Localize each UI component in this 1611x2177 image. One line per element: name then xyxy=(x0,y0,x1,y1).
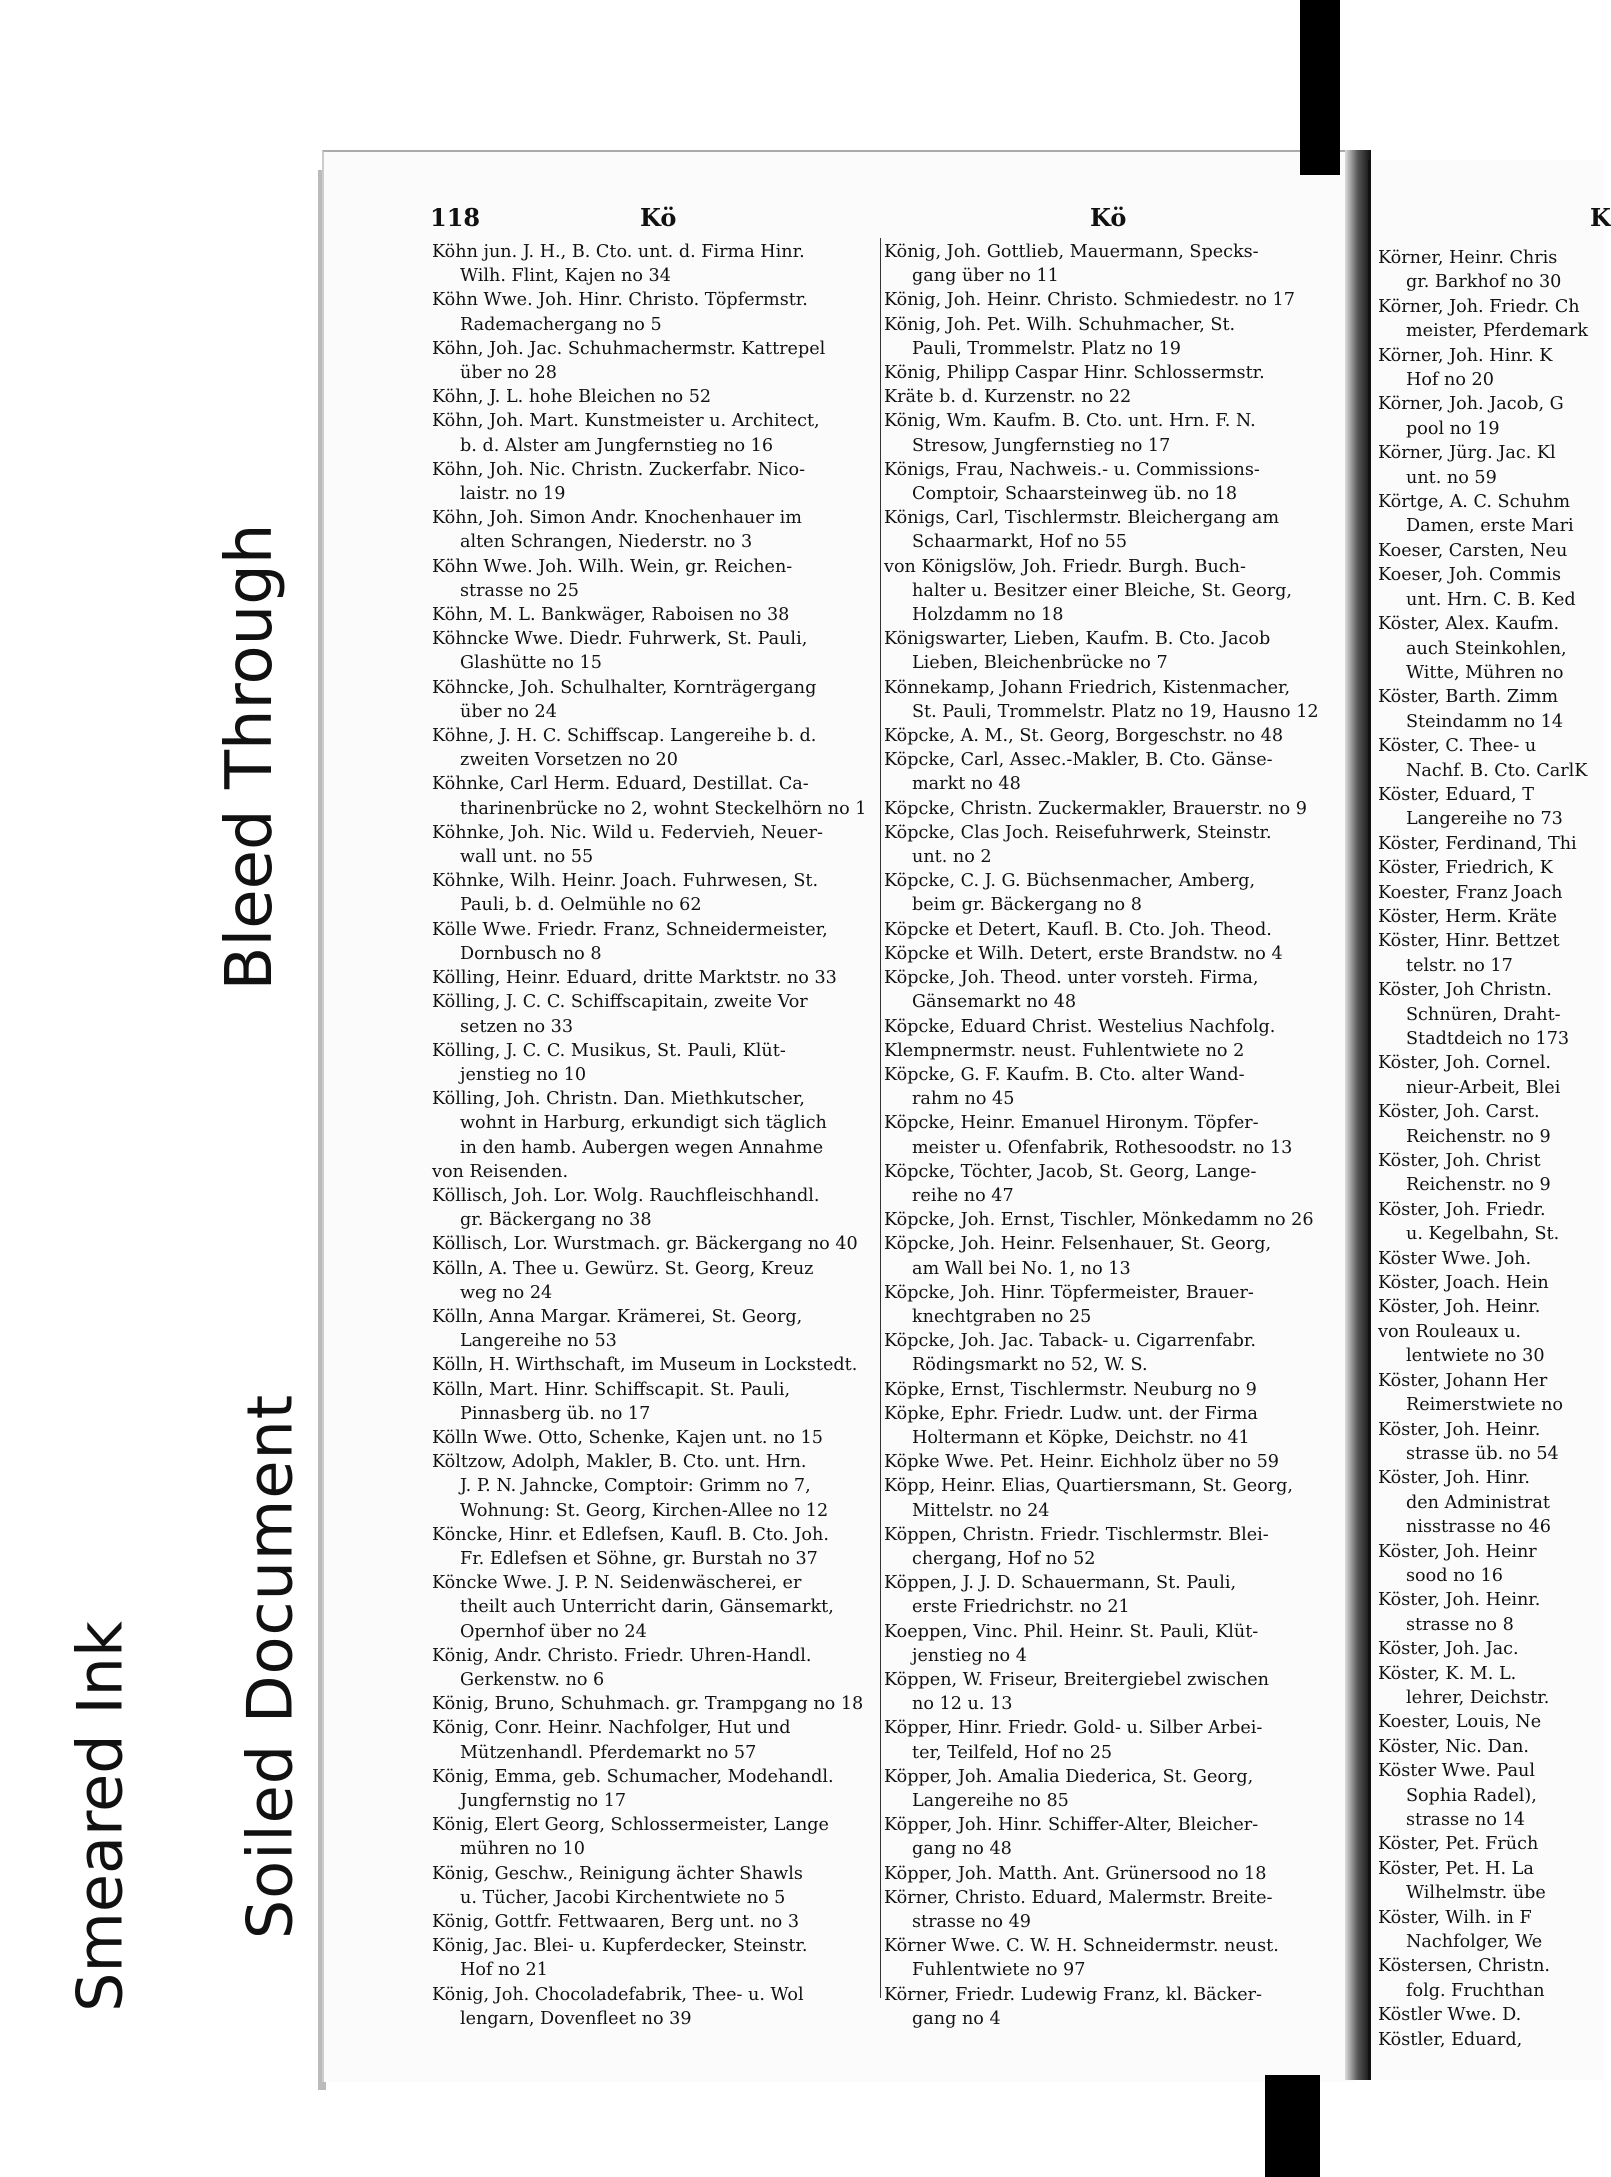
directory-line: Schaarmarkt, Hof no 55 xyxy=(912,532,1128,553)
directory-line: gr. Barkhof no 30 xyxy=(1406,272,1562,293)
directory-line: König, Joh. Chocoladefabrik, Thee- u. Wol xyxy=(432,1984,804,2005)
directory-line: wall unt. no 55 xyxy=(460,847,594,868)
directory-line: Köpcke, Heinr. Emanuel Hironym. Töpfer- xyxy=(884,1113,1259,1134)
directory-line: Köhnke, Wilh. Heinr. Joach. Fuhrwesen, St. xyxy=(432,871,819,892)
directory-line: Comptoir, Schaarsteinweg üb. no 18 xyxy=(912,484,1238,505)
directory-line: Damen, erste Mari xyxy=(1406,516,1574,537)
directory-line: Köpcke, C. J. G. Büchsenmacher, Amberg, xyxy=(884,871,1256,892)
directory-line: meister, Pferdemark xyxy=(1406,321,1588,342)
directory-line: Köppen, J. J. D. Schauermann, St. Pauli, xyxy=(884,1573,1237,1594)
directory-line: Rödingsmarkt no 52, W. S. xyxy=(912,1355,1148,1376)
directory-line: Köpcke, Carl, Assec.-Makler, B. Cto. Gänse- xyxy=(884,750,1273,771)
directory-line: Köpcke et Detert, Kaufl. B. Cto. Joh. Theod. xyxy=(884,919,1272,940)
directory-line: Köncke, Hinr. et Edlefsen, Kaufl. B. Cto. Joh. xyxy=(432,1524,829,1545)
directory-line: Köster, Friedrich, K xyxy=(1378,858,1553,879)
directory-line: laistr. no 19 xyxy=(460,484,566,505)
directory-line: über no 24 xyxy=(460,701,557,722)
directory-line: Köhn, M. L. Bankwäger, Raboisen no 38 xyxy=(432,605,790,626)
directory-line: unt. no 2 xyxy=(912,847,992,868)
directory-line: Körner, Jürg. Jac. Kl xyxy=(1378,443,1556,464)
directory-line: Köhn, Joh. Simon Andr. Knochenhauer im xyxy=(432,508,802,529)
next-page-column xyxy=(1378,246,1600,2052)
directory-line: Königswarter, Lieben, Kaufm. B. Cto. Jacob xyxy=(884,629,1271,650)
directory-line: Sophia Radel), xyxy=(1406,1785,1537,1806)
directory-line: Jungfernstig no 17 xyxy=(460,1791,627,1811)
directory-line: Köster, Pet. Früch xyxy=(1378,1834,1539,1855)
directory-line: Pauli, b. d. Oelmühle no 62 xyxy=(460,895,702,916)
directory-line: Köster, C. Thee- u xyxy=(1378,736,1537,757)
directory-line: jenstieg no 4 xyxy=(912,1645,1027,1666)
directory-line: u. Tücher, Jacobi Kirchentwiete no 5 xyxy=(460,1887,786,1908)
directory-line: Körner, Joh. Hinr. K xyxy=(1378,345,1553,366)
directory-line: Köster Wwe. Joh. xyxy=(1378,1248,1532,1269)
directory-line: Glashütte no 15 xyxy=(460,653,602,674)
directory-line: gr. Bäckergang no 38 xyxy=(460,1210,652,1231)
directory-line: Wilhelmstr. übe xyxy=(1406,1883,1546,1904)
directory-line: Köster, Joh. Heinr xyxy=(1378,1541,1537,1562)
directory-line: König, Wm. Kaufm. B. Cto. unt. Hrn. F. N. xyxy=(884,411,1256,432)
directory-line: Opernhof über no 24 xyxy=(460,1621,647,1642)
directory-line: Köhnke, Carl Herm. Eduard, Destillat. Ca- xyxy=(432,774,809,795)
directory-line: telstr. no 17 xyxy=(1406,955,1513,976)
next-page-heading: K xyxy=(1590,203,1611,232)
directory-line: Köpke, Ernst, Tischlermstr. Neuburg no 9 xyxy=(884,1379,1257,1400)
directory-line: Kölling, J. C. C. Schiffscapitain, zweite Vor xyxy=(432,992,808,1013)
directory-line: sood no 16 xyxy=(1406,1565,1503,1586)
directory-line: Köncke Wwe. J. P. N. Seidenwäscherei, er xyxy=(432,1573,802,1594)
directory-line: Köster, Joh. Heinr. xyxy=(1378,1419,1541,1440)
directory-line: Köster, Joh. Carst. xyxy=(1378,1102,1540,1123)
directory-line: Köpper, Joh. Hinr. Schiffer-Alter, Bleicher- xyxy=(884,1815,1259,1836)
directory-line: Köster, Nic. Dan. xyxy=(1378,1736,1530,1757)
directory-line: Köpcke, Joh. Theod. unter vorsteh. Firma, xyxy=(884,968,1259,989)
directory-line: strasse no 14 xyxy=(1406,1810,1525,1830)
directory-line: Koester, Franz Joach xyxy=(1378,882,1563,903)
directory-line: Köster, Joh. Jac. xyxy=(1378,1639,1519,1660)
directory-line: Koeser, Joh. Commis xyxy=(1378,565,1562,586)
directory-line: strasse üb. no 54 xyxy=(1406,1443,1559,1464)
directory-line: Köpke Wwe. Pet. Heinr. Eichholz über no 59 xyxy=(884,1452,1279,1473)
directory-line: Köster, Joh. Heinr. xyxy=(1378,1590,1541,1611)
directory-line: König, Elert Georg, Schlossermeister, Lange xyxy=(432,1815,829,1836)
directory-line: Steindamm no 14 xyxy=(1406,711,1564,732)
directory-line: Lieben, Bleichenbrücke no 7 xyxy=(912,653,1168,674)
directory-line: Kölling, J. C. C. Musikus, St. Pauli, Klüt- xyxy=(432,1040,786,1061)
directory-line: Körner, Joh. Friedr. Ch xyxy=(1378,296,1580,317)
right-column xyxy=(884,240,1338,2031)
directory-line: Kölln, Anna Margar. Krämerei, St. Georg, xyxy=(432,1306,803,1327)
directory-line: Körner, Heinr. Chris xyxy=(1378,248,1558,268)
directory-line: Koeser, Carsten, Neu xyxy=(1378,540,1568,561)
directory-line: alten Schrangen, Niederstr. no 3 xyxy=(460,532,753,553)
directory-line: Köster, Alex. Kaufm. xyxy=(1378,614,1560,635)
directory-line: Langereihe no 73 xyxy=(1406,809,1563,830)
directory-line: Köpper, Joh. Matth. Ant. Grünersood no 18 xyxy=(884,1863,1267,1884)
directory-line: Nachfolger, We xyxy=(1406,1932,1543,1953)
directory-line: ter, Teilfeld, Hof no 25 xyxy=(912,1742,1113,1763)
spine-bottom xyxy=(1265,2075,1320,2177)
directory-line: Körner, Christo. Eduard, Malermstr. Breite- xyxy=(884,1887,1273,1908)
directory-line: Körner Wwe. C. W. H. Schneidermstr. neust. xyxy=(884,1936,1279,1957)
directory-line: Kölle Wwe. Friedr. Franz, Schneidermeister, xyxy=(432,919,828,940)
directory-line: Fuhlentwiete no 97 xyxy=(912,1960,1086,1981)
directory-line: Kölln, Mart. Hinr. Schiffscapit. St. Pauli, xyxy=(432,1379,791,1400)
directory-line: chergang, Hof no 52 xyxy=(912,1548,1096,1569)
directory-line: Köpcke, Töchter, Jacob, St. Georg, Lange- xyxy=(884,1161,1257,1182)
left-column xyxy=(432,240,878,2031)
directory-line: Köpper, Joh. Amalia Diederica, St. Georg, xyxy=(884,1766,1254,1787)
directory-line: Köster, K. M. L. xyxy=(1378,1663,1517,1684)
directory-line: Wilh. Flint, Kajen no 34 xyxy=(460,266,671,287)
directory-line: König, Jac. Blei- u. Kupferdecker, Steinstr. xyxy=(432,1936,808,1957)
directory-line: Mützenhandl. Pferdemarkt no 57 xyxy=(460,1742,757,1763)
directory-line: nieur-Arbeit, Blei xyxy=(1406,1077,1561,1098)
directory-line: auch Steinkohlen, xyxy=(1406,638,1567,659)
directory-line: Klempnermstr. neust. Fuhlentwiete no 2 xyxy=(884,1040,1245,1061)
directory-line: den Administrat xyxy=(1406,1492,1550,1513)
directory-line: Nachf. B. Cto. CarlK xyxy=(1406,760,1588,781)
directory-line: wohnt in Harburg, erkundigt sich täglich xyxy=(460,1113,827,1134)
directory-line: lentwiete no 30 xyxy=(1406,1346,1545,1367)
directory-line: Köster, Hinr. Bettzet xyxy=(1378,931,1560,952)
directory-line: Köster, Barth. Zimm xyxy=(1378,687,1559,708)
directory-line: halter u. Besitzer einer Bleiche, St. Georg, xyxy=(912,580,1292,601)
directory-line: König, Gottfr. Fettwaaren, Berg unt. no 3 xyxy=(432,1912,800,1933)
directory-line: lengarn, Dovenfleet no 39 xyxy=(460,2008,692,2029)
directory-line: u. Kegelbahn, St. xyxy=(1406,1224,1560,1245)
directory-line: tharinenbrücke no 2, wohnt Steckelhörn no 1 xyxy=(460,798,867,819)
directory-line: Holtermann et Köpke, Deichstr. no 41 xyxy=(912,1427,1250,1448)
directory-line: Köpcke, Joh. Heinr. Felsenhauer, St. Georg, xyxy=(884,1234,1272,1255)
directory-line: Köhn jun. J. H., B. Cto. unt. d. Firma Hinr. xyxy=(432,242,805,262)
directory-line: Kölln, H. Wirthschaft, im Museum in Lockstedt. xyxy=(432,1355,858,1376)
directory-line: Köpcke, Joh. Ernst, Tischler, Mönkedamm no 26 xyxy=(884,1210,1314,1231)
directory-line: lehrer, Deichstr. xyxy=(1406,1687,1550,1708)
directory-line: Köster, Joh Christn. xyxy=(1378,980,1552,1001)
spine-top xyxy=(1300,0,1340,175)
directory-line: Körtge, A. C. Schuhm xyxy=(1378,492,1571,513)
column-divider xyxy=(880,238,881,1998)
directory-line: Fr. Edlefsen et Söhne, gr. Burstah no 37 xyxy=(460,1548,818,1569)
directory-line: St. Pauli, Trommelstr. Platz no 19, Hausno 12 xyxy=(912,701,1319,722)
directory-line: Köhn Wwe. Joh. Hinr. Christo. Töpfermstr. xyxy=(432,290,808,311)
directory-line: Köhne, J. H. C. Schiffscap. Langereihe b. d. xyxy=(432,726,817,747)
directory-line: Holzdamm no 18 xyxy=(912,605,1064,626)
directory-line: König, Emma, geb. Schumacher, Modehandl. xyxy=(432,1766,834,1787)
directory-line: Reichenstr. no 9 xyxy=(1406,1175,1551,1196)
directory-line: Gerkenstw. no 6 xyxy=(460,1669,605,1690)
directory-line: Köster, Joh. Christ xyxy=(1378,1151,1541,1172)
directory-line: Kölln, A. Thee u. Gewürz. St. Georg, Kreuz xyxy=(432,1258,814,1279)
directory-line: Költzow, Adolph, Makler, B. Cto. unt. Hrn. xyxy=(432,1452,807,1473)
soiled-document-label: Soiled Document xyxy=(233,1393,307,1940)
directory-line: Köster, Eduard, T xyxy=(1378,784,1534,805)
directory-line: König, Andr. Christo. Friedr. Uhren-Handl. xyxy=(432,1645,812,1666)
directory-line: Langereihe no 53 xyxy=(460,1331,617,1352)
directory-line: Köstersen, Christn. xyxy=(1378,1956,1550,1977)
directory-line: Köpp, Heinr. Elias, Quartiersmann, St. Georg, xyxy=(884,1476,1294,1497)
directory-line: Köpcke, A. M., St. Georg, Borgeschstr. no 48 xyxy=(884,726,1284,747)
directory-line: Körner, Friedr. Ludewig Franz, kl. Bäcker- xyxy=(884,1984,1262,2005)
directory-line: markt no 48 xyxy=(912,774,1021,795)
directory-line: Köpke, Ephr. Friedr. Ludw. unt. der Firma xyxy=(884,1403,1258,1424)
directory-line: Köhn, Joh. Nic. Christn. Zuckerfabr. Nico- xyxy=(432,459,806,480)
directory-line: Koeppen, Vinc. Phil. Heinr. St. Pauli, Klüt- xyxy=(884,1621,1259,1642)
directory-line: Köster, Joh. Cornel. xyxy=(1378,1053,1552,1074)
directory-line: Köppen, Christn. Friedr. Tischlermstr. Blei- xyxy=(884,1524,1269,1545)
directory-line: strasse no 49 xyxy=(912,1912,1031,1933)
directory-line: Hof no 20 xyxy=(1406,370,1494,391)
directory-line: Stresow, Jungfernstieg no 17 xyxy=(912,435,1171,456)
directory-line: unt. Hrn. C. B. Ked xyxy=(1406,589,1576,610)
directory-line: Köhnke, Joh. Nic. Wild u. Federvieh, Neuer- xyxy=(432,822,823,843)
directory-line: Königs, Carl, Tischlermstr. Bleichergang am xyxy=(884,508,1280,529)
directory-line: Reichenstr. no 9 xyxy=(1406,1126,1551,1147)
directory-line: Köster, Joh. Friedr. xyxy=(1378,1199,1546,1220)
directory-line: Köster, Joh. Hinr. xyxy=(1378,1468,1530,1489)
directory-line: Köhn, J. L. hohe Bleichen no 52 xyxy=(432,387,712,408)
directory-line: J. P. N. Jahncke, Comptoir: Grimm no 7, xyxy=(460,1476,811,1497)
page-number: 118 xyxy=(430,203,481,232)
directory-line: folg. Fruchthan xyxy=(1406,1980,1545,2001)
directory-line: Köpcke, Eduard Christ. Westelius Nachfolg. xyxy=(884,1016,1276,1037)
directory-line: Stadtdeich no 173 xyxy=(1406,1029,1570,1049)
directory-line: Langereihe no 85 xyxy=(912,1791,1069,1811)
directory-line: Wohnung: St. Georg, Kirchen-Allee no 12 xyxy=(460,1500,829,1521)
directory-line: Köstler, Eduard, xyxy=(1378,2029,1523,2050)
directory-line: von Rouleaux u. xyxy=(1378,1321,1521,1342)
directory-line: strasse no 25 xyxy=(460,580,579,601)
directory-line: rahm no 45 xyxy=(912,1089,1015,1110)
directory-line: Köpcke, Joh. Jac. Taback- u. Cigarrenfabr. xyxy=(884,1331,1256,1352)
directory-line: gang no 48 xyxy=(912,1839,1012,1860)
directory-line: Witte, Mühren no xyxy=(1406,662,1564,683)
directory-line: Köster, Pet. H. La xyxy=(1378,1858,1534,1879)
directory-line: Gänsemarkt no 48 xyxy=(912,992,1077,1013)
directory-line: Dornbusch no 8 xyxy=(460,943,602,964)
directory-line: Kölling, Joh. Christn. Dan. Miethkutscher, xyxy=(432,1089,805,1110)
directory-line: Pauli, Trommelstr. Platz no 19 xyxy=(912,338,1181,359)
directory-line: von Reisenden. xyxy=(432,1161,569,1182)
directory-line: Köpcke, G. F. Kaufm. B. Cto. alter Wand- xyxy=(884,1064,1245,1085)
directory-line: Kölln Wwe. Otto, Schenke, Kajen unt. no 15 xyxy=(432,1427,824,1448)
directory-line: König, Joh. Gottlieb, Mauermann, Specks- xyxy=(884,242,1259,262)
directory-line: Kölling, Heinr. Eduard, dritte Marktstr. no 33 xyxy=(432,968,837,989)
directory-line: jenstieg no 10 xyxy=(460,1064,587,1085)
directory-line: Köpcke, Joh. Hinr. Töpfermeister, Brauer- xyxy=(884,1282,1254,1303)
directory-line: Mittelstr. no 24 xyxy=(912,1500,1050,1521)
directory-line: beim gr. Bäckergang no 8 xyxy=(912,895,1142,916)
directory-line: gang über no 11 xyxy=(912,266,1059,287)
directory-line: Köster, Joach. Hein xyxy=(1378,1273,1549,1294)
directory-line: von Königslöw, Joh. Friedr. Burgh. Buch- xyxy=(884,556,1246,577)
directory-line: in den hamb. Aubergen wegen Annahme xyxy=(460,1137,824,1158)
directory-line: reihe no 47 xyxy=(912,1185,1014,1206)
directory-line: Pinnasberg üb. no 17 xyxy=(460,1403,651,1424)
directory-line: pool no 19 xyxy=(1406,418,1500,439)
directory-line: Köster, Wilh. in F xyxy=(1378,1907,1532,1928)
directory-line: Köllisch, Joh. Lor. Wolg. Rauchfleischhandl. xyxy=(432,1185,820,1206)
directory-line: Kräte b. d. Kurzenstr. no 22 xyxy=(884,387,1132,408)
directory-line: Koester, Louis, Ne xyxy=(1378,1712,1542,1733)
directory-line: gang no 4 xyxy=(912,2008,1001,2029)
directory-line: erste Friedrichstr. no 21 xyxy=(912,1597,1130,1618)
directory-line: Köpcke, Christn. Zuckermakler, Brauerstr. no 9 xyxy=(884,798,1307,819)
directory-line: König, Bruno, Schuhmach. gr. Trampgang no 18 xyxy=(432,1694,864,1715)
directory-line: Köpcke, Clas Joch. Reisefuhrwerk, Steinstr. xyxy=(884,822,1272,843)
directory-line: strasse no 8 xyxy=(1406,1614,1514,1635)
directory-line: Köppen, W. Friseur, Breitergiebel zwischen xyxy=(884,1669,1269,1690)
right-column-heading: Kö xyxy=(1090,203,1127,232)
directory-line: Köhncke, Joh. Schulhalter, Kornträgergang xyxy=(432,677,817,698)
directory-line: Köster, Ferdinand, Thi xyxy=(1378,833,1577,854)
directory-line: no 12 u. 13 xyxy=(912,1694,1013,1715)
directory-line: Köstler Wwe. D. xyxy=(1378,2005,1522,2026)
directory-line: Köster, Herm. Kräte xyxy=(1378,906,1557,927)
directory-line: am Wall bei No. 1, no 13 xyxy=(912,1258,1131,1279)
directory-line: nisstrasse no 46 xyxy=(1406,1517,1551,1538)
directory-line: Köhncke Wwe. Diedr. Fuhrwerk, St. Pauli, xyxy=(432,629,808,650)
directory-line: Könnekamp, Johann Friedrich, Kistenmacher, xyxy=(884,677,1291,698)
directory-line: Körner, Joh. Jacob, G xyxy=(1378,394,1564,415)
directory-line: knechtgraben no 25 xyxy=(912,1306,1092,1327)
directory-line: Hof no 21 xyxy=(460,1960,548,1981)
directory-line: unt. no 59 xyxy=(1406,467,1497,488)
directory-line: setzen no 33 xyxy=(460,1016,574,1037)
directory-line: Köpper, Hinr. Friedr. Gold- u. Silber Arbei- xyxy=(884,1718,1263,1739)
bleed-through-label: Bleed Through xyxy=(213,523,287,991)
directory-line: Köster, Johann Her xyxy=(1378,1370,1548,1391)
directory-line: theilt auch Unterricht darin, Gänsemarkt, xyxy=(460,1597,834,1618)
directory-line: Königs, Frau, Nachweis.- u. Commissions- xyxy=(884,459,1260,480)
directory-line: König, Geschw., Reinigung ächter Shawls xyxy=(432,1863,803,1884)
directory-line: König, Joh. Pet. Wilh. Schuhmacher, St. xyxy=(884,314,1236,335)
directory-line: Köster Wwe. Paul xyxy=(1378,1761,1536,1782)
directory-line: Reimerstwiete no xyxy=(1406,1395,1563,1416)
directory-line: meister u. Ofenfabrik, Rothesoodstr. no 13 xyxy=(912,1137,1293,1158)
directory-line: Köhn, Joh. Jac. Schuhmachermstr. Kattrepel xyxy=(432,338,826,359)
directory-line: weg no 24 xyxy=(460,1282,553,1303)
left-column-heading: Kö xyxy=(640,203,677,232)
directory-line: Köster, Joh. Heinr. xyxy=(1378,1297,1541,1318)
directory-line: Schnüren, Draht- xyxy=(1406,1004,1561,1025)
directory-line: Rademachergang no 5 xyxy=(460,314,662,335)
directory-line: b. d. Alster am Jungfernstieg no 16 xyxy=(460,435,774,456)
smeared-ink-label: Smeared Ink xyxy=(63,1621,137,2012)
directory-line: Köhn, Joh. Mart. Kunstmeister u. Architect, xyxy=(432,411,820,432)
directory-line: Köllisch, Lor. Wurstmach. gr. Bäckergang no 40 xyxy=(432,1234,858,1255)
directory-line: Köpcke et Wilh. Detert, erste Brandstw. no 4 xyxy=(884,943,1283,964)
directory-line: König, Joh. Heinr. Christo. Schmiedestr. no 17 xyxy=(884,290,1295,311)
directory-line: König, Conr. Heinr. Nachfolger, Hut und xyxy=(432,1718,791,1739)
directory-line: König, Philipp Caspar Hinr. Schlossermstr. xyxy=(884,363,1265,384)
directory-line: über no 28 xyxy=(460,363,557,384)
directory-line: zweiten Vorsetzen no 20 xyxy=(460,750,678,771)
directory-line: Köhn Wwe. Joh. Wilh. Wein, gr. Reichen- xyxy=(432,556,793,577)
directory-line: mühren no 10 xyxy=(460,1839,585,1860)
